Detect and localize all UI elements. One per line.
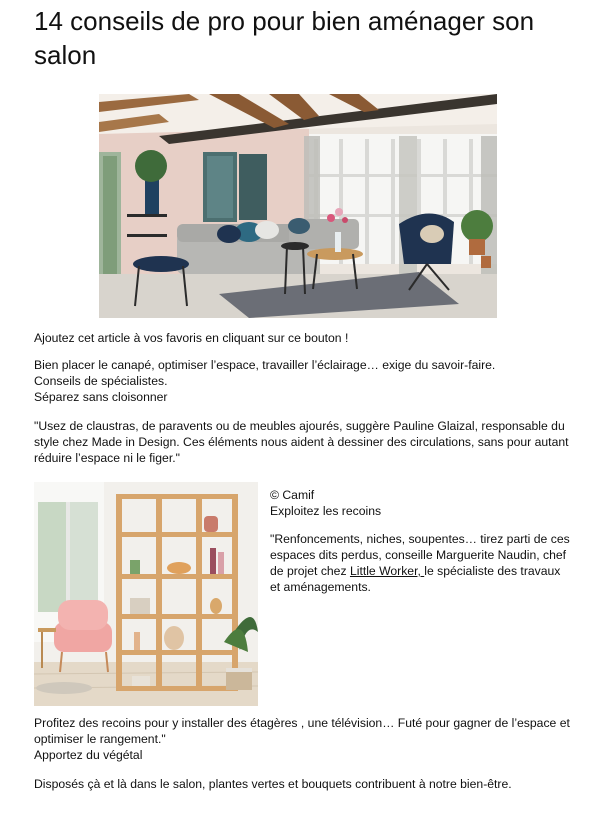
intro-line-2: Conseils de spécialistes. — [34, 374, 168, 388]
section2-heading: Exploitez les recoins — [270, 504, 382, 518]
section3-heading: Apportez du végétal — [34, 748, 143, 762]
section2-continued: Profitez des recoins pour y installer des étagères , une télévision… Futé pour gagner de l’espace et optimiser le rangement." — [34, 716, 570, 746]
article-title: 14 conseils de pro pour bien aménager son salon — [34, 6, 535, 70]
section1-heading: Séparez sans cloisonner — [34, 390, 168, 404]
section2-quote-text: "Renfoncements, niches, soupentes… tirez parti de ces espaces dits perdus, conseille Marguerite Naudin, chef de projet chez — [270, 532, 570, 578]
little-worker-link[interactable]: Little Worker, — [349, 564, 425, 578]
living-room-photo — [99, 94, 497, 318]
intro-line-1: Bien placer le canapé, optimiser l’espace, travailler l’éclairage… exige du savoir-faire. — [34, 358, 496, 372]
section2-quote-text-end: le spécialiste des travaux et aménagements. — [270, 564, 561, 594]
bookshelf-photo — [34, 482, 258, 706]
section1-quote: "Usez de claustras, de paravents ou de meubles ajourés, suggère Pauline Glaizal, responsable du style chez Made in Design. Ces éléments nous aident à dessiner des circulations, sans pour autant réduire l’espace ni le figer." — [34, 419, 569, 465]
favorite-note: Ajoutez cet article à vos favoris en cliquant sur ce bouton ! — [34, 331, 349, 345]
section3-text: Disposés çà et là dans le salon, plantes vertes et bouquets contribuent à notre bien-être. — [34, 777, 512, 791]
section2-quote — [270, 531, 570, 595]
image-credit: © Camif — [270, 488, 315, 502]
